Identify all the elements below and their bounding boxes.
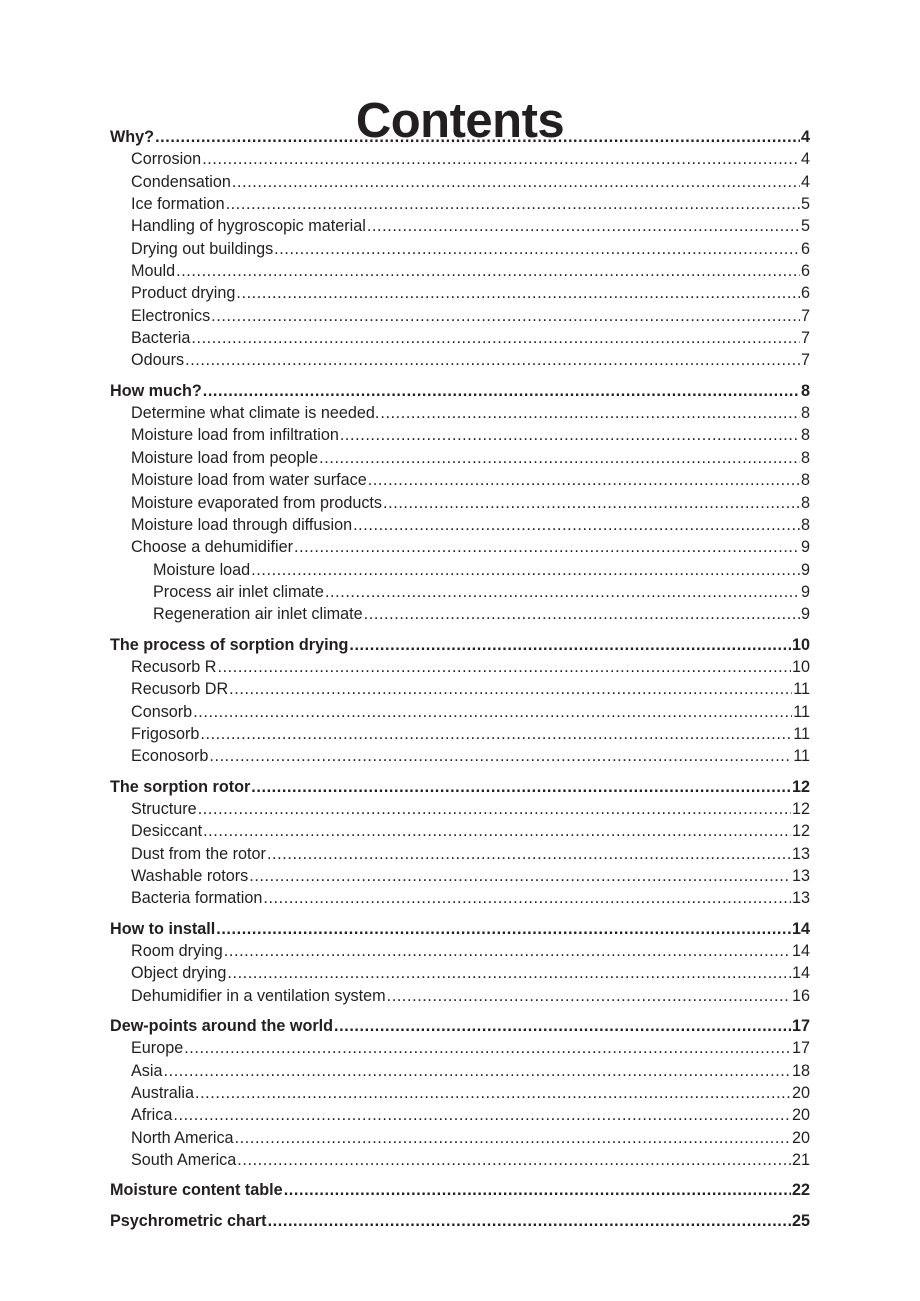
toc-section xyxy=(110,1015,810,1171)
dot-leader xyxy=(185,349,800,371)
dot-leader xyxy=(364,603,800,625)
toc-entry-page-number: 12 xyxy=(791,799,810,818)
toc-entry[interactable] xyxy=(110,1104,810,1126)
toc-entry-label: Australia xyxy=(131,1084,194,1103)
toc-section-heading[interactable] xyxy=(110,776,810,798)
toc-entry-label: Dew-points around the world xyxy=(110,1017,334,1036)
toc-entry-label: Moisture load through diffusion xyxy=(131,515,353,534)
toc-entry-label: North America xyxy=(131,1128,234,1147)
toc-entry-page-number: 14 xyxy=(791,919,810,938)
toc-entry[interactable] xyxy=(110,1082,810,1104)
toc-entry[interactable] xyxy=(110,887,810,909)
toc-entry-page-number: 8 xyxy=(800,381,810,400)
toc-entry-label: Moisture load xyxy=(153,560,251,579)
toc-entry-label: Room drying xyxy=(131,942,223,961)
toc-entry-page-number: 8 xyxy=(800,426,810,445)
toc-entry-label: Dust from the rotor xyxy=(131,844,266,863)
toc-entry-page-number: 11 xyxy=(793,680,810,699)
toc-entry-label: Moisture load from infiltration xyxy=(131,426,339,445)
toc-entry[interactable] xyxy=(110,581,810,603)
toc-entry-label: Econosorb xyxy=(131,747,209,766)
toc-entry-label: Recusorb DR xyxy=(131,680,229,699)
toc-entry[interactable] xyxy=(110,536,810,558)
toc-entry-page-number: 10 xyxy=(791,657,810,676)
dot-leader xyxy=(155,126,800,148)
toc-entry-page-number: 7 xyxy=(800,351,810,370)
toc-entry-page-number: 14 xyxy=(791,964,810,983)
toc-entry-page-number: 7 xyxy=(800,329,810,348)
toc-entry-label: Moisture load from water surface xyxy=(131,471,367,490)
toc-entry-page-number: 18 xyxy=(791,1061,810,1080)
toc-entry[interactable] xyxy=(110,701,810,723)
toc-entry-page-number: 6 xyxy=(800,284,810,303)
toc-entry-page-number: 4 xyxy=(800,150,810,169)
toc-entry-page-number: 17 xyxy=(791,1039,810,1058)
dot-leader xyxy=(200,723,792,745)
dot-leader xyxy=(319,447,800,469)
toc-entry-label: Drying out buildings xyxy=(131,239,274,258)
toc-section-heading[interactable] xyxy=(110,1179,810,1201)
table-of-contents xyxy=(110,126,810,1240)
dot-leader xyxy=(294,536,800,558)
toc-entry-label: Washable rotors xyxy=(131,867,249,885)
toc-entry-page-number: 7 xyxy=(800,306,810,325)
toc-section xyxy=(110,380,810,626)
dot-leader xyxy=(325,581,800,603)
toc-entry[interactable] xyxy=(110,447,810,469)
dot-leader xyxy=(203,820,791,842)
toc-entry-label: Choose a dehumidifier xyxy=(131,538,293,557)
toc-entry[interactable] xyxy=(110,559,810,581)
dot-leader xyxy=(224,940,791,962)
toc-section-heading[interactable] xyxy=(110,380,810,402)
toc-entry-label: Moisture content table xyxy=(110,1181,283,1200)
toc-entry[interactable] xyxy=(110,260,810,282)
toc-entry-label: Object drying xyxy=(131,964,227,983)
toc-entry[interactable] xyxy=(110,171,810,193)
toc-entry-label: Bacteria xyxy=(131,329,191,348)
toc-entry-page-number: 25 xyxy=(791,1211,810,1230)
dot-leader xyxy=(340,424,800,446)
toc-entry-label: Electronics xyxy=(131,306,211,325)
toc-entry-page-number: 8 xyxy=(800,404,810,423)
dot-leader xyxy=(268,1210,791,1232)
toc-entry-page-number: 10 xyxy=(791,635,810,654)
dot-leader xyxy=(251,559,800,581)
toc-entry-page-number: 11 xyxy=(793,702,810,721)
toc-entry-page-number: 14 xyxy=(791,942,810,961)
toc-entry-label: Recusorb R xyxy=(131,657,217,676)
dot-leader xyxy=(195,1082,791,1104)
toc-entry[interactable] xyxy=(110,514,810,536)
toc-entry[interactable] xyxy=(110,238,810,260)
toc-entry-page-number: 9 xyxy=(800,560,810,579)
dot-leader xyxy=(387,985,791,1007)
toc-entry-label: Psychrometric chart xyxy=(110,1211,267,1230)
toc-entry-page-number: 13 xyxy=(791,889,810,908)
toc-section xyxy=(110,1179,810,1201)
dot-leader xyxy=(263,887,791,909)
toc-entry-page-number: 13 xyxy=(791,867,810,885)
toc-entry-label: Why? xyxy=(110,128,155,146)
toc-entry-page-number: 12 xyxy=(791,822,810,841)
dot-leader xyxy=(203,380,800,402)
toc-section-heading[interactable] xyxy=(110,918,810,940)
toc-entry-page-number: 12 xyxy=(791,777,810,796)
dot-leader xyxy=(211,305,800,327)
toc-section-heading[interactable] xyxy=(110,634,810,656)
toc-entry[interactable] xyxy=(110,492,810,514)
toc-entry-label: Structure xyxy=(131,799,197,818)
toc-entry-label: Moisture load from people xyxy=(131,448,319,467)
toc-entry-page-number: 4 xyxy=(800,128,810,146)
dot-leader xyxy=(383,492,800,514)
toc-entry-page-number: 4 xyxy=(800,172,810,191)
toc-entry-label: Frigosorb xyxy=(131,724,200,743)
toc-entry-label: Corrosion xyxy=(131,150,202,169)
dot-leader xyxy=(217,656,791,678)
toc-entry-page-number: 5 xyxy=(800,217,810,236)
toc-entry[interactable] xyxy=(110,798,810,820)
toc-entry-page-number: 8 xyxy=(800,493,810,512)
dot-leader xyxy=(232,171,800,193)
page-title: Contents xyxy=(355,93,565,148)
dot-leader xyxy=(334,1015,791,1037)
dot-leader xyxy=(229,678,792,700)
toc-entry[interactable] xyxy=(110,820,810,842)
toc-section xyxy=(110,1210,810,1232)
toc-entry[interactable] xyxy=(110,940,810,962)
dot-leader xyxy=(349,634,791,656)
dot-leader xyxy=(368,469,800,491)
toc-entry-label: Ice formation xyxy=(131,195,225,214)
toc-entry[interactable] xyxy=(110,1127,810,1149)
toc-entry-page-number: 8 xyxy=(800,515,810,534)
toc-entry[interactable] xyxy=(110,843,810,865)
dot-leader xyxy=(226,193,800,215)
toc-entry-label: Mould xyxy=(131,262,176,281)
toc-entry-label: Desiccant xyxy=(131,822,203,841)
toc-entry-label: Asia xyxy=(131,1061,163,1080)
toc-entry[interactable] xyxy=(110,1060,810,1082)
toc-section-heading[interactable] xyxy=(110,126,810,148)
toc-entry[interactable] xyxy=(110,349,810,371)
toc-entry[interactable] xyxy=(110,469,810,491)
toc-section xyxy=(110,634,810,768)
toc-entry-label: Handling of hygroscopic material xyxy=(131,217,366,236)
toc-entry-label: Condensation xyxy=(131,172,231,191)
toc-entry-page-number: 11 xyxy=(793,747,810,766)
toc-entry-label: How much? xyxy=(110,381,202,400)
dot-leader xyxy=(236,282,800,304)
toc-section xyxy=(110,918,810,1007)
toc-entry-label: Bacteria formation xyxy=(131,889,263,908)
toc-section xyxy=(110,776,810,910)
toc-entry-label: South America xyxy=(131,1151,237,1170)
dot-leader xyxy=(249,865,791,887)
toc-entry-label: Dehumidifier in a ventilation system xyxy=(131,986,386,1005)
dot-leader xyxy=(235,1127,791,1149)
toc-entry[interactable] xyxy=(110,193,810,215)
toc-entry-label: Regeneration air inlet climate xyxy=(153,605,363,624)
dot-leader xyxy=(209,745,792,767)
dot-leader xyxy=(284,1179,791,1201)
toc-entry-label: The process of sorption drying xyxy=(110,635,349,654)
dot-leader xyxy=(176,260,800,282)
toc-entry-page-number: 20 xyxy=(791,1106,810,1125)
dot-leader xyxy=(237,1149,791,1171)
dot-leader xyxy=(367,215,800,237)
toc-entry-label: The sorption rotor xyxy=(110,777,251,796)
toc-entry-page-number: 21 xyxy=(791,1151,810,1170)
toc-entry[interactable] xyxy=(110,282,810,304)
dot-leader xyxy=(164,1060,791,1082)
dot-leader xyxy=(173,1104,791,1126)
toc-entry[interactable] xyxy=(110,1149,810,1171)
toc-entry-label: Consorb xyxy=(131,702,193,721)
toc-entry[interactable] xyxy=(110,603,810,625)
toc-entry-page-number: 9 xyxy=(800,605,810,624)
toc-entry-page-number: 8 xyxy=(800,448,810,467)
dot-leader xyxy=(227,962,791,984)
toc-entry-page-number: 8 xyxy=(800,471,810,490)
toc-section xyxy=(110,126,810,372)
toc-entry-page-number: 20 xyxy=(791,1084,810,1103)
toc-entry-label: Determine what climate is needed. xyxy=(131,404,380,423)
toc-entry-label: Odours xyxy=(131,351,185,370)
toc-entry-label: Africa xyxy=(131,1106,173,1125)
toc-entry-page-number: 9 xyxy=(800,582,810,601)
toc-section-heading[interactable] xyxy=(110,1015,810,1037)
toc-entry[interactable] xyxy=(110,745,810,767)
dot-leader xyxy=(193,701,792,723)
dot-leader xyxy=(251,776,791,798)
toc-entry[interactable] xyxy=(110,723,810,745)
dot-leader xyxy=(380,402,800,424)
toc-entry[interactable] xyxy=(110,148,810,170)
toc-entry[interactable] xyxy=(110,305,810,327)
toc-entry[interactable] xyxy=(110,327,810,349)
dot-leader xyxy=(202,148,800,170)
dot-leader xyxy=(216,918,791,940)
toc-entry-page-number: 9 xyxy=(800,538,810,557)
toc-entry[interactable] xyxy=(110,656,810,678)
toc-entry-label: Moisture evaporated from products xyxy=(131,493,383,512)
dot-leader xyxy=(353,514,800,536)
toc-entry-page-number: 16 xyxy=(791,986,810,1005)
toc-entry[interactable] xyxy=(110,1037,810,1059)
toc-entry-page-number: 17 xyxy=(791,1017,810,1036)
dot-leader xyxy=(267,843,791,865)
toc-entry-label: Product drying xyxy=(131,284,236,303)
toc-entry[interactable] xyxy=(110,678,810,700)
toc-entry-label: Process air inlet climate xyxy=(153,582,324,601)
toc-entry-label: How to install xyxy=(110,919,216,938)
dot-leader xyxy=(191,327,800,349)
toc-entry[interactable] xyxy=(110,962,810,984)
toc-entry-label: Europe xyxy=(131,1039,184,1058)
toc-entry-page-number: 6 xyxy=(800,262,810,281)
toc-entry-page-number: 5 xyxy=(800,195,810,214)
toc-entry-page-number: 6 xyxy=(800,239,810,258)
toc-entry-page-number: 13 xyxy=(791,844,810,863)
toc-entry-page-number: 11 xyxy=(793,724,810,743)
dot-leader xyxy=(198,798,791,820)
toc-entry-page-number: 22 xyxy=(791,1181,810,1200)
toc-entry[interactable] xyxy=(110,865,810,887)
toc-entry[interactable] xyxy=(110,424,810,446)
toc-entry[interactable] xyxy=(110,402,810,424)
dot-leader xyxy=(274,238,800,260)
toc-section-heading[interactable] xyxy=(110,1210,810,1232)
toc-entry[interactable] xyxy=(110,215,810,237)
toc-entry-page-number: 20 xyxy=(791,1128,810,1147)
toc-entry[interactable] xyxy=(110,985,810,1007)
dot-leader xyxy=(184,1037,791,1059)
